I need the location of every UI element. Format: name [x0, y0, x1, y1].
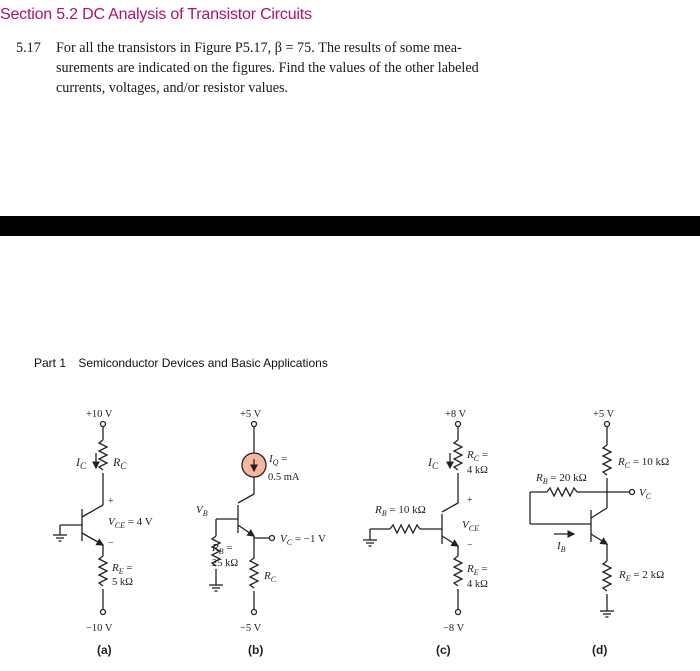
- circuit-d-labels: [535, 409, 669, 657]
- c-vee: −8 V: [443, 623, 465, 634]
- c-rb-label: $R_B = 10$ kΩ: [375, 504, 426, 518]
- circuit-d: [530, 422, 635, 618]
- b-rc-label: $R_C$: [264, 570, 277, 584]
- d-vcc: +5 V: [593, 409, 615, 420]
- b-iq-label: $I_Q$ =: [269, 453, 288, 467]
- a-vee: −10 V: [86, 623, 113, 634]
- d-vc-label: $V_C$: [639, 487, 652, 501]
- d-caption: (d): [592, 643, 608, 657]
- a-vcc: +10 V: [86, 409, 113, 420]
- a-minus: −: [108, 538, 114, 549]
- b-vb-label: $V_B$: [196, 504, 208, 518]
- b-rb-label: $R_B$ =: [212, 542, 233, 556]
- c-minus: −: [467, 540, 473, 551]
- c-caption: (c): [436, 643, 451, 657]
- a-plus: +: [108, 496, 114, 507]
- problem-line-2: surements are indicated on the figures. Find the values of the other labeled: [56, 60, 479, 76]
- d-re-label: $R_E = 2$ kΩ: [619, 569, 665, 583]
- b-vcc: +5 V: [240, 409, 262, 420]
- c-re-label: $R_E$ =: [467, 563, 488, 577]
- b-caption: (b): [248, 643, 264, 657]
- d-ib-label: $I_B$: [557, 540, 566, 554]
- circuit-a-labels: [75, 409, 153, 657]
- c-re-value: 4 kΩ: [467, 579, 488, 590]
- part-number: Part 1: [34, 356, 67, 370]
- c-rc-value: 4 kΩ: [467, 465, 488, 476]
- a-re-label: $R_E$ =: [112, 562, 133, 576]
- c-vce-label: $V_{CE}$: [462, 519, 479, 533]
- circuit-c: [363, 422, 462, 615]
- c-vcc: +8 V: [445, 409, 467, 420]
- problem-line-1: For all the transistors in Figure P5.17, β = 75. The results of some mea-: [56, 40, 462, 56]
- a-re-value: 5 kΩ: [112, 577, 133, 588]
- circuit-b: [209, 422, 275, 615]
- b-iq-value: 0.5 mA: [268, 472, 300, 483]
- problem-line-3: currents, voltages, and/or resistor values.: [56, 80, 289, 96]
- b-vee: −5 V: [240, 623, 262, 634]
- a-vce-label: $V_{CE} = 4$ V: [108, 516, 153, 530]
- circuit-c-labels: [374, 409, 488, 657]
- c-plus: +: [467, 495, 473, 506]
- b-vc-label: $V_C = -1$ V: [280, 533, 326, 547]
- d-rc-label: $R_C = 10$ kΩ: [618, 456, 670, 470]
- d-rb-label: $R_B = 20$ kΩ: [536, 472, 587, 486]
- part-title: Semiconductor Devices and Basic Applications: [78, 356, 328, 370]
- a-caption: (a): [97, 643, 112, 657]
- section-title: Section 5.2 DC Analysis of Transistor Circuits: [0, 6, 312, 23]
- a-ic-label: $I_C$: [76, 455, 87, 471]
- a-rc-label: $R_C$: [113, 455, 127, 471]
- c-rc-label: $R_C$ =: [467, 449, 489, 463]
- b-rb-value: 25 kΩ: [212, 558, 239, 569]
- problem-number: 5.17: [16, 40, 41, 56]
- circuit-a: [53, 422, 107, 615]
- c-ic-label: $I_C$: [428, 455, 439, 471]
